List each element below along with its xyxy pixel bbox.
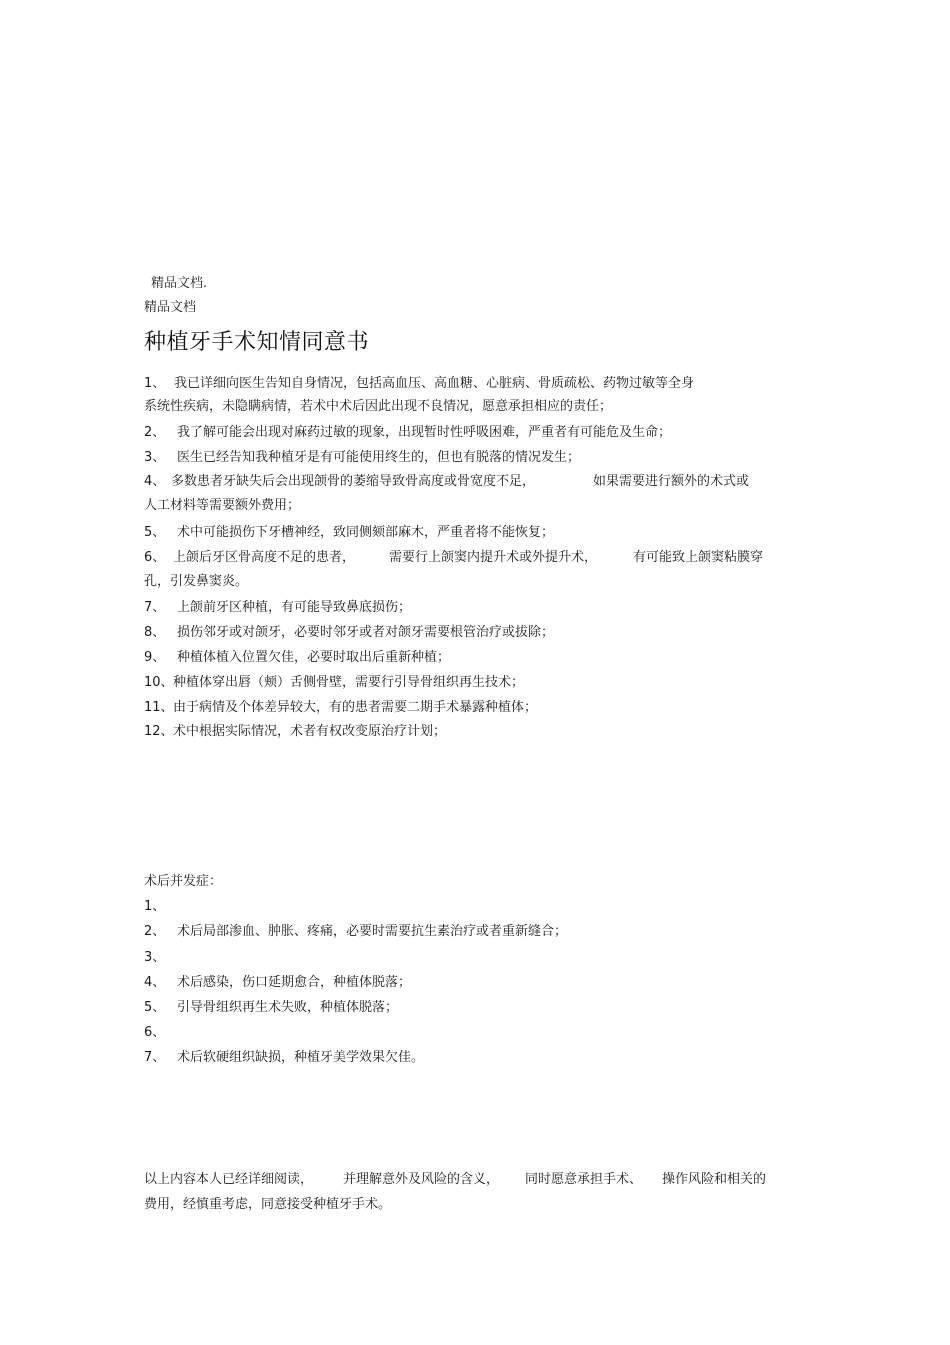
complication-item-6: 6、 (144, 1025, 166, 1040)
complication-item-3: 3、 (144, 950, 166, 965)
watermark-header-1: 精品文档. (151, 276, 208, 291)
risk-item-9: 9、 种植体植入位置欠佳，必要时取出后重新种植； (144, 650, 451, 665)
consent-statement: 以上内容本人已经详细阅读， 并理解意外及风险的含义， 同时愿意承担手术、 操作风险和相关的 (144, 1172, 767, 1187)
risk-item-2: 2、 我了解可能会出现对麻药过敏的现象，出现暂时性呼吸困难，严重者有可能危及生命； (144, 425, 672, 440)
risk-item-5: 5、 术中可能损伤下牙槽神经，致同侧颏部麻木，严重者将不能恢复； (144, 525, 555, 540)
consent-statement-continued: 费用，经慎重考虑，同意接受种植牙手术。 (144, 1197, 392, 1212)
watermark-header-2: 精品文档 (144, 300, 197, 315)
document-title: 种植牙手术知情同意书 (144, 330, 370, 355)
risk-item-12: 12、术中根据实际情况，术者有权改变原治疗计划； (144, 724, 447, 739)
complication-item-1: 1、 (144, 899, 166, 914)
complication-item-4: 4、 术后感染，伤口延期愈合，种植体脱落； (144, 975, 412, 990)
risk-item-1: 1、 我已详细向医生告知自身情况，包括高血压、高血糖、心脏病、骨质疏松、药物过敏等全身 (144, 376, 695, 391)
risk-item-8: 8、 损伤邻牙或对颌牙，必要时邻牙或者对颌牙需要根管治疗或拔除； (144, 625, 555, 640)
complication-item-5: 5、 引导骨组织再生术失败，种植体脱落； (144, 1000, 399, 1015)
risk-item-11: 11、由于病情及个体差异较大，有的患者需要二期手术暴露种植体； (144, 700, 538, 715)
risk-item-7: 7、 上颌前牙区种植，有可能导致鼻底损伤； (144, 600, 412, 615)
risk-item-1-continued: 系统性疾病，未隐瞒病情，若术中术后因此出现不良情况，愿意承担相应的责任； (144, 399, 613, 414)
risk-item-6: 6、 上颌后牙区骨高度不足的患者， 需要行上颌窦内提升术或外提升术， 有可能致上颌窦粘膜穿 (144, 550, 764, 565)
risk-item-10: 10、种植体穿出唇（颊）舌侧骨壁，需要行引导骨组织再生技术； (144, 675, 525, 690)
complication-item-2: 2、 术后局部渗血、肿胀、疼痛，必要时需要抗生素治疗或者重新缝合； (144, 924, 568, 939)
risk-item-4: 4、 多数患者牙缺失后会出现颌骨的萎缩导致骨高度或骨宽度不足， 如果需要进行额外的术式或 (144, 474, 750, 489)
risk-item-6-continued: 孔，引发鼻窦炎。 (144, 574, 249, 589)
complication-item-7: 7、 术后软硬组织缺损，种植牙美学效果欠佳。 (144, 1050, 425, 1065)
risk-item-4-continued: 人工材料等需要额外费用； (144, 498, 301, 513)
risk-item-3: 3、 医生已经告知我种植牙是有可能使用终生的，但也有脱落的情况发生； (144, 450, 581, 465)
complications-heading: 术后并发症： (144, 874, 223, 889)
